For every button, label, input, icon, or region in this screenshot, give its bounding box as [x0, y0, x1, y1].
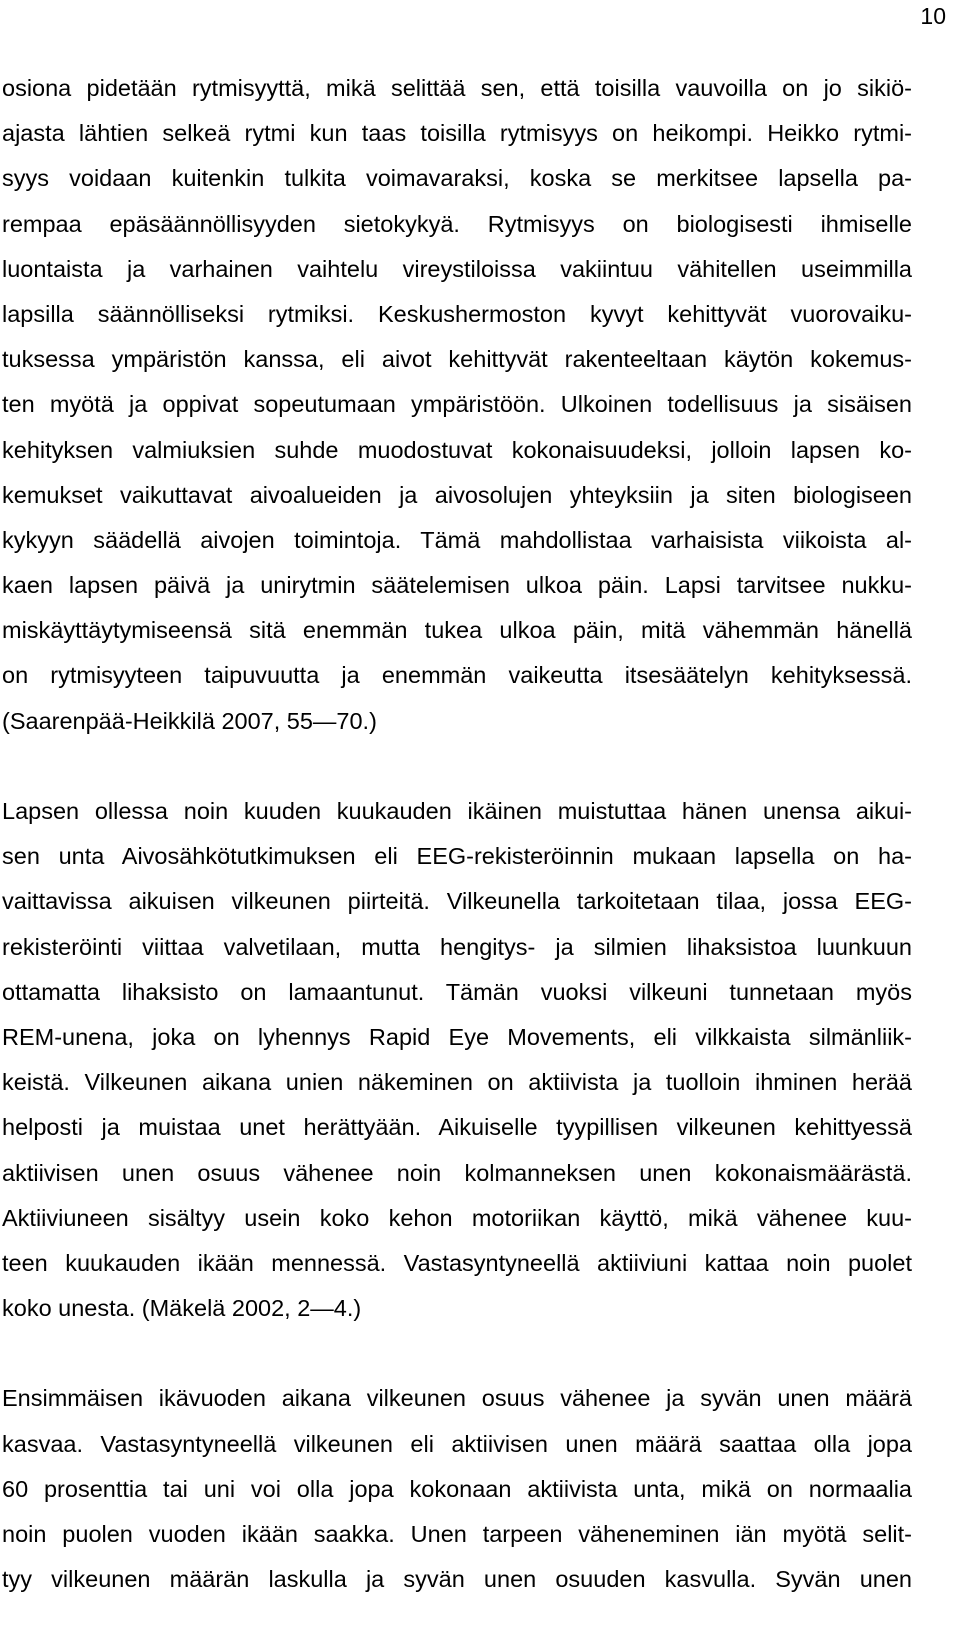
- paragraph: [0, 66, 960, 744]
- text-line: aktiivisen unen osuus vähenee noin kolmanneksen unen kokonaismäärästä.: [2, 1159, 912, 1186]
- text-line: luontaista ja varhainen vaihtelu vireystiloissa vakiintuu vähitellen useimmilla: [2, 255, 912, 282]
- paragraph-gap: [0, 744, 960, 789]
- text-line: (Saarenpää-Heikkilä 2007, 55—70.): [2, 707, 377, 734]
- text-line: kehityksen valmiuksien suhde muodostuvat kokonaisuudeksi, jolloin lapsen ko-: [2, 436, 912, 463]
- text-line: Ensimmäisen ikävuoden aikana vilkeunen osuus vähenee ja syvän unen määrä: [2, 1385, 912, 1412]
- text-line: kemukset vaikuttavat aivoalueiden ja aivosolujen yhteyksiin ja siten biologiseen: [2, 481, 912, 508]
- text-line: ajasta lähtien selkeä rytmi kun taas toisilla rytmisyys on heikompi. Heikko rytmi-: [2, 120, 912, 147]
- text-line: REM-unena, joka on lyhennys Rapid Eye Movements, eli vilkkaista silmänliik-: [2, 1023, 912, 1050]
- body-text: [0, 66, 960, 1602]
- text-line: miskäyttäytymiseensä sitä enemmän tukea ulkoa päin, mitä vähemmän hänellä: [2, 617, 912, 644]
- text-line: Lapsen ollessa noin kuuden kuukauden ikäinen muistuttaa hänen unensa aikui-: [2, 798, 912, 824]
- text-line: syys voidaan kuitenkin tulkita voimavaraksi, koska se merkitsee lapsella pa-: [2, 165, 912, 192]
- text-line: noin puolen vuoden ikään saakka. Unen tarpeen väheneminen iän myötä selit-: [2, 1521, 912, 1547]
- text-line: Aktiiviuneen sisältyy usein koko kehon motoriikan käyttö, mikä vähenee kuu-: [2, 1204, 912, 1231]
- text-line: tyy vilkeunen määrän laskulla ja syvän unen osuuden kasvulla. Syvän unen: [2, 1566, 912, 1593]
- text-line: kaen lapsen päivä ja unirytmin säätelemisen ulkoa päin. Lapsi tarvitsee nukku-: [2, 572, 912, 599]
- text-line: helposti ja muistaa unet herättyään. Aikuiselle tyypillisen vilkeunen kehittyessä: [2, 1114, 912, 1141]
- text-line: koko unesta. (Mäkelä 2002, 2—4.): [2, 1295, 362, 1322]
- text-line: rempaa epäsäännöllisyyden sietokykyä. Rytmisyys on biologisesti ihmiselle: [2, 210, 912, 237]
- text-line: teen kuukauden ikään mennessä. Vastasyntyneellä aktiiviuni kattaa noin puolet: [2, 1249, 912, 1276]
- paragraph: [0, 789, 960, 1331]
- text-line: tuksessa ympäristön kanssa, eli aivot kehittyvät rakenteeltaan käytön kokemus-: [2, 346, 912, 373]
- text-line: kasvaa. Vastasyntyneellä vilkeunen eli aktiivisen unen määrä saattaa olla jopa: [2, 1430, 912, 1457]
- text-line: on rytmisyyteen taipuvuutta ja enemmän vaikeutta itsesäätelyn kehityksessä.: [2, 662, 912, 689]
- paragraph-gap: [0, 1331, 960, 1376]
- text-line: rekisteröinti viittaa valvetilaan, mutta hengitys- ja silmien lihaksistoa luunkuun: [2, 933, 912, 960]
- page-number: 10: [920, 3, 946, 29]
- text-line: sen unta Aivosähkötutkimuksen eli EEG-rekisteröinnin mukaan lapsella on ha-: [2, 843, 912, 870]
- text-line: 60 prosenttia tai uni voi olla jopa kokonaan aktiivista unta, mikä on normaalia: [2, 1475, 912, 1502]
- text-line: vaittavissa aikuisen vilkeunen piirteitä. Vilkeunella tarkoitetaan tilaa, jossa EEG-: [2, 888, 912, 915]
- text-line: ottamatta lihaksisto on lamaantunut. Tämän vuoksi vilkeuni tunnetaan myös: [2, 978, 912, 1005]
- text-line: kykyyn säädellä aivojen toimintoja. Tämä mahdollistaa varhaisista viikoista al-: [2, 526, 912, 553]
- text-line: lapsilla säännölliseksi rytmiksi. Keskushermoston kyvyt kehittyvät vuorovaiku-: [2, 300, 912, 327]
- text-line: ten myötä ja oppivat sopeutumaan ympäristöön. Ulkoinen todellisuus ja sisäisen: [2, 391, 912, 418]
- paragraph: [0, 1376, 960, 1602]
- text-line: osiona pidetään rytmisyyttä, mikä selittää sen, että toisilla vauvoilla on jo sikiö-: [2, 75, 912, 101]
- text-line: keistä. Vilkeunen aikana unien näkeminen on aktiivista ja tuolloin ihminen herää: [2, 1069, 912, 1096]
